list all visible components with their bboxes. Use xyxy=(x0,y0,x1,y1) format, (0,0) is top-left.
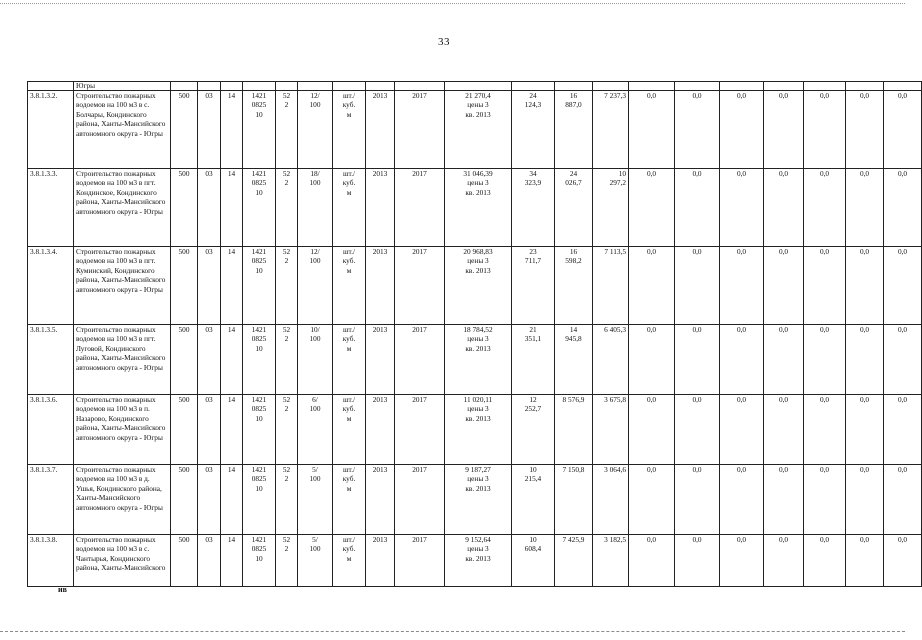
cell-capacity: 12/ 100 xyxy=(298,247,333,325)
cell-unit: шт./ куб. м xyxy=(333,247,366,325)
cell-year-start: 2013 xyxy=(366,465,395,535)
cell-rz: 03 xyxy=(198,91,221,169)
row-name: Строительство пожарных водоемов на 100 м3 в с. Чантырья, Кондинского района, Ханты-Мансийского xyxy=(74,535,171,587)
cell-zero-5: 0,0 xyxy=(804,169,846,247)
continuation-row xyxy=(28,82,922,91)
footer-mark: ив xyxy=(58,585,67,594)
cell-year-start: 2013 xyxy=(366,91,395,169)
cell-value-3: 10 297,2 xyxy=(593,169,629,247)
cell-value-3: 7 237,3 xyxy=(593,91,629,169)
page-number: 33 xyxy=(438,36,450,48)
cell-estimate: 20 968,83 цены 3 кв. 2013 xyxy=(445,247,512,325)
cell-vr: 52 2 xyxy=(276,169,298,247)
cell-zero-4: 0,0 xyxy=(764,465,804,535)
cell-zero-2: 0,0 xyxy=(675,169,720,247)
cell-zero-2: 0,0 xyxy=(675,91,720,169)
cell-zero-4: 0,0 xyxy=(764,91,804,169)
cell-zero-7: 0,0 xyxy=(884,325,922,395)
table-row xyxy=(28,91,922,169)
row-name: Строительство пожарных водоемов на 100 м3 в пгт. Куминский, Кондинского района, Ханты-Мансийского автономного округа - Югры xyxy=(74,247,171,325)
cell-unit: шт./ куб. м xyxy=(333,325,366,395)
cell-zero-1: 0,0 xyxy=(629,91,675,169)
cell-zero-5: 0,0 xyxy=(804,325,846,395)
cell-zero-7: 0,0 xyxy=(884,169,922,247)
table-row xyxy=(28,169,922,247)
table-row xyxy=(28,247,922,325)
cell-pr: 14 xyxy=(221,535,243,587)
cell-vr: 52 2 xyxy=(276,395,298,465)
cell-zero-3: 0,0 xyxy=(720,395,764,465)
cell-value-1: 10 215,4 xyxy=(512,465,555,535)
table-row xyxy=(28,395,922,465)
cell-grbs: 500 xyxy=(171,169,198,247)
cell-csr: 1421 0825 10 xyxy=(243,91,276,169)
cell-zero-1: 0,0 xyxy=(629,169,675,247)
cell-grbs: 500 xyxy=(171,325,198,395)
cell-csr: 1421 0825 10 xyxy=(243,535,276,587)
cell-zero-6: 0,0 xyxy=(846,465,884,535)
cell-zero-2: 0,0 xyxy=(675,325,720,395)
cell-zero-6: 0,0 xyxy=(846,535,884,587)
cell-year-start: 2013 xyxy=(366,169,395,247)
cell-value-3: 3 675,8 xyxy=(593,395,629,465)
top-scan-edge xyxy=(0,3,905,4)
cell-value-1: 10 608,4 xyxy=(512,535,555,587)
cell-year-end: 2017 xyxy=(395,465,445,535)
cell-zero-3: 0,0 xyxy=(720,247,764,325)
cell-value-3: 3 064,6 xyxy=(593,465,629,535)
row-code: 3.8.1.3.6. xyxy=(28,395,74,465)
cell-zero-2: 0,0 xyxy=(675,535,720,587)
cell-estimate: 9 152,64 цены 3 кв. 2013 xyxy=(445,535,512,587)
cell-zero-1: 0,0 xyxy=(629,247,675,325)
cell-unit: шт./ куб. м xyxy=(333,91,366,169)
cell-csr: 1421 0825 10 xyxy=(243,325,276,395)
cell-zero-6: 0,0 xyxy=(846,395,884,465)
cell-zero-1: 0,0 xyxy=(629,535,675,587)
cell-rz: 03 xyxy=(198,535,221,587)
table-row xyxy=(28,465,922,535)
cell-zero-6: 0,0 xyxy=(846,325,884,395)
cell-zero-4: 0,0 xyxy=(764,169,804,247)
cell-capacity: 6/ 100 xyxy=(298,395,333,465)
cell-zero-5: 0,0 xyxy=(804,91,846,169)
cell-year-end: 2017 xyxy=(395,247,445,325)
cell-csr: 1421 0825 10 xyxy=(243,465,276,535)
cell-value-2: 16 598,2 xyxy=(555,247,593,325)
cell-value-2: 16 887,0 xyxy=(555,91,593,169)
table-row xyxy=(28,535,922,587)
cell-zero-7: 0,0 xyxy=(884,395,922,465)
cell-capacity: 10/ 100 xyxy=(298,325,333,395)
cell-capacity: 18/ 100 xyxy=(298,169,333,247)
cell-zero-4: 0,0 xyxy=(764,535,804,587)
cell-year-start: 2013 xyxy=(366,325,395,395)
cell-unit: шт./ куб. м xyxy=(333,465,366,535)
budget-table xyxy=(27,81,922,587)
cell-zero-2: 0,0 xyxy=(675,465,720,535)
table-row xyxy=(28,325,922,395)
cell-vr: 52 2 xyxy=(276,465,298,535)
cell-value-3: 7 113,5 xyxy=(593,247,629,325)
cell-zero-3: 0,0 xyxy=(720,91,764,169)
cell-unit: шт./ куб. м xyxy=(333,169,366,247)
row-code: 3.8.1.3.5. xyxy=(28,325,74,395)
cell-zero-7: 0,0 xyxy=(884,465,922,535)
cell-unit: шт./ куб. м xyxy=(333,535,366,587)
cell-value-1: 21 351,1 xyxy=(512,325,555,395)
row-code: 3.8.1.3.3. xyxy=(28,169,74,247)
cell-zero-6: 0,0 xyxy=(846,91,884,169)
cell-zero-5: 0,0 xyxy=(804,247,846,325)
cell-value-1: 24 124,3 xyxy=(512,91,555,169)
cell-year-end: 2017 xyxy=(395,395,445,465)
cell-grbs: 500 xyxy=(171,395,198,465)
cell-rz: 03 xyxy=(198,169,221,247)
cell-estimate: 9 187,27 цены 3 кв. 2013 xyxy=(445,465,512,535)
cell-value-3: 6 405,3 xyxy=(593,325,629,395)
cell-vr: 52 2 xyxy=(276,535,298,587)
row-code: 3.8.1.3.8. xyxy=(28,535,74,587)
cell-estimate: 31 046,39 цены 3 кв. 2013 xyxy=(445,169,512,247)
cell-pr: 14 xyxy=(221,247,243,325)
cell-year-start: 2013 xyxy=(366,247,395,325)
cell-zero-7: 0,0 xyxy=(884,535,922,587)
cell-zero-3: 0,0 xyxy=(720,465,764,535)
cell-pr: 14 xyxy=(221,169,243,247)
cell-zero-4: 0,0 xyxy=(764,325,804,395)
cell-capacity: 5/ 100 xyxy=(298,465,333,535)
row-name: Строительство пожарных водоемов на 100 м3 в д. Ушья, Кондинского района, Ханты-Мансийского автономного округа - Югры xyxy=(74,465,171,535)
cell-estimate: 11 020,11 цены 3 кв. 2013 xyxy=(445,395,512,465)
cell-zero-4: 0,0 xyxy=(764,395,804,465)
cell-zero-7: 0,0 xyxy=(884,247,922,325)
cell-rz: 03 xyxy=(198,465,221,535)
cell-pr: 14 xyxy=(221,395,243,465)
cell-grbs: 500 xyxy=(171,247,198,325)
cell-value-1: 34 323,9 xyxy=(512,169,555,247)
row-name: Строительство пожарных водоемов на 100 м3 в пгт. Кондинское, Кондинского района, Ханты-Мансийского автономного округа - Югры xyxy=(74,169,171,247)
cell-value-2: 7 150,8 xyxy=(555,465,593,535)
cell-zero-1: 0,0 xyxy=(629,465,675,535)
cell-estimate: 21 270,4 цены 3 кв. 2013 xyxy=(445,91,512,169)
cell-pr: 14 xyxy=(221,325,243,395)
cell-capacity: 5/ 100 xyxy=(298,535,333,587)
cell-year-start: 2013 xyxy=(366,535,395,587)
cell-zero-2: 0,0 xyxy=(675,395,720,465)
cell-estimate: 18 784,52 цены 3 кв. 2013 xyxy=(445,325,512,395)
row-name: Строительство пожарных водоемов на 100 м3 в пгт. Луговой, Кондинского района, Ханты-Мансийского автономного округа - Югры xyxy=(74,325,171,395)
cell-grbs: 500 xyxy=(171,535,198,587)
row-code: 3.8.1.3.4. xyxy=(28,247,74,325)
cell-rz: 03 xyxy=(198,325,221,395)
cell-zero-5: 0,0 xyxy=(804,535,846,587)
cell-zero-5: 0,0 xyxy=(804,465,846,535)
continuation-text: Югры xyxy=(74,82,171,91)
cell-year-end: 2017 xyxy=(395,325,445,395)
row-name: Строительство пожарных водоемов на 100 м3 в п. Назарово, Кондинского района, Ханты-Мансийского автономного округа - Югры xyxy=(74,395,171,465)
cell-value-2: 24 026,7 xyxy=(555,169,593,247)
cell-rz: 03 xyxy=(198,395,221,465)
cell-year-start: 2013 xyxy=(366,395,395,465)
cell-value-2: 14 945,8 xyxy=(555,325,593,395)
cell-grbs: 500 xyxy=(171,91,198,169)
cell-value-2: 8 576,9 xyxy=(555,395,593,465)
cell-zero-3: 0,0 xyxy=(720,169,764,247)
cell-vr: 52 2 xyxy=(276,247,298,325)
cell-rz: 03 xyxy=(198,247,221,325)
cell-zero-5: 0,0 xyxy=(804,395,846,465)
cell-pr: 14 xyxy=(221,465,243,535)
cell-zero-6: 0,0 xyxy=(846,247,884,325)
cell-vr: 52 2 xyxy=(276,325,298,395)
row-name: Строительство пожарных водоемов на 100 м3 в с. Болчары, Кондинского района, Ханты-Мансийского автономного округа - Югры xyxy=(74,91,171,169)
row-code: 3.8.1.3.7. xyxy=(28,465,74,535)
cell-zero-1: 0,0 xyxy=(629,325,675,395)
cell-zero-7: 0,0 xyxy=(884,91,922,169)
cell-value-1: 12 252,7 xyxy=(512,395,555,465)
row-code: 3.8.1.3.2. xyxy=(28,91,74,169)
cell-year-end: 2017 xyxy=(395,91,445,169)
cell-csr: 1421 0825 10 xyxy=(243,247,276,325)
cell-csr: 1421 0825 10 xyxy=(243,395,276,465)
cell-capacity: 12/ 100 xyxy=(298,91,333,169)
cell-zero-2: 0,0 xyxy=(675,247,720,325)
cell-pr: 14 xyxy=(221,91,243,169)
cell-unit: шт./ куб. м xyxy=(333,395,366,465)
cell-value-1: 23 711,7 xyxy=(512,247,555,325)
cell-value-2: 7 425,9 xyxy=(555,535,593,587)
cell-zero-1: 0,0 xyxy=(629,395,675,465)
bottom-scan-edge xyxy=(0,631,905,632)
cell-vr: 52 2 xyxy=(276,91,298,169)
cell-zero-4: 0,0 xyxy=(764,247,804,325)
cell-zero-6: 0,0 xyxy=(846,169,884,247)
cell-grbs: 500 xyxy=(171,465,198,535)
cell-zero-3: 0,0 xyxy=(720,535,764,587)
cell-year-end: 2017 xyxy=(395,169,445,247)
cell-zero-3: 0,0 xyxy=(720,325,764,395)
cell-value-3: 3 182,5 xyxy=(593,535,629,587)
cell-csr: 1421 0825 10 xyxy=(243,169,276,247)
cell-year-end: 2017 xyxy=(395,535,445,587)
